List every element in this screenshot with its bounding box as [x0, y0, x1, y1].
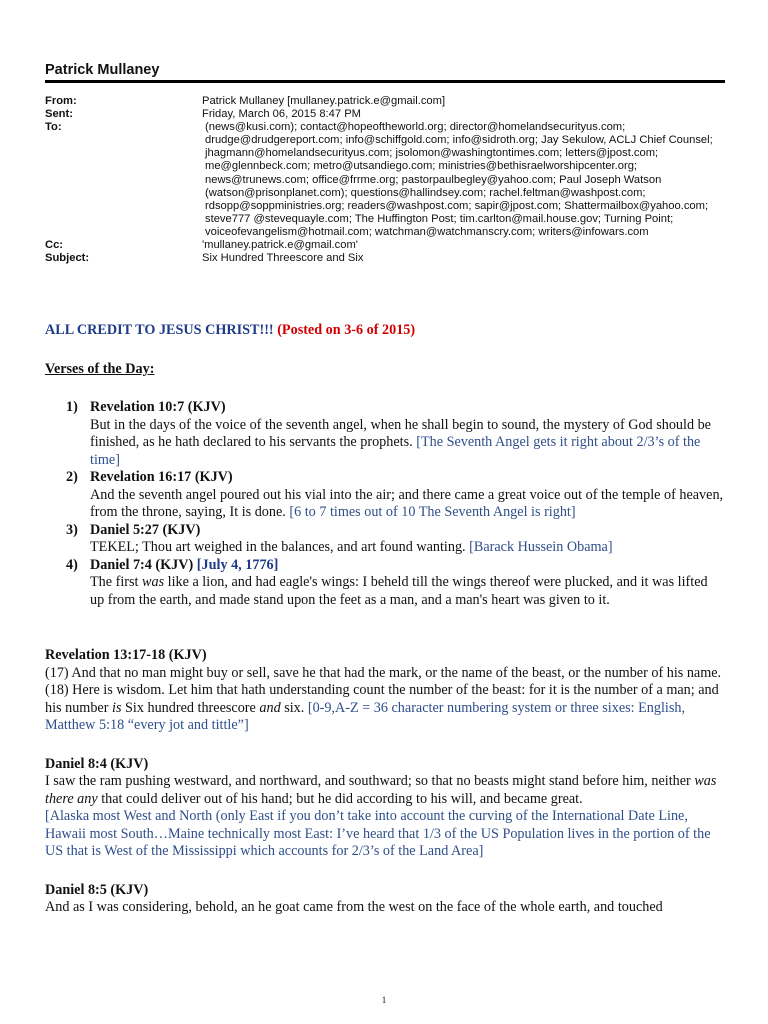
verses-heading-colon: :	[149, 360, 155, 377]
credit-line	[45, 322, 725, 340]
verse-number: 1)	[66, 399, 78, 415]
subject-label: Subject:	[45, 252, 90, 265]
from-label: From:	[45, 95, 77, 107]
from-value: Patrick Mullaney [mullaney.patrick.e@gmail.com]	[202, 95, 446, 107]
paragraph	[45, 682, 725, 735]
header-divider	[45, 80, 725, 83]
to-row	[45, 121, 735, 239]
verse-number: 4)	[66, 556, 78, 573]
verse-number: 3)	[66, 521, 78, 538]
verse-item	[45, 399, 725, 469]
verse-reference: Daniel 7:4 (KJV)	[90, 556, 197, 573]
verse-item	[45, 557, 725, 610]
sender-name: Patrick Mullaney	[45, 62, 160, 78]
text-run: Six hundred threescore	[121, 699, 260, 716]
credit-main: ALL CREDIT TO JESUS CHRIST!!!	[45, 322, 278, 338]
verse-item	[45, 522, 725, 557]
verse-note: [Barack Hussein Obama]	[469, 539, 613, 555]
to-label: To:	[45, 121, 62, 134]
verse-reference: Daniel 5:27 (KJV)	[90, 521, 201, 538]
text-run-italic: is	[112, 699, 122, 716]
to-value: (news@kusi.com); contact@hopeoftheworld.org; director@homelandsecurityus.com; drudge@drudgereport.com; info@schiffgold.com; info@sidroth.org; Jay Sekulow, ACLJ Chief Counsel; jhagmann@homelandsecurityus.com; jsolomon@washingtontimes.com; letters@jpost.com; me@glennbeck.com; metro@utsandiego.com; ministries@bethisraelworshipcenter.org; news@trunews.com; office@frrme.org; pastorpaulbegley@yahoo.com; Paul Joseph Watson (watson@prisonplanet.com); questions@hallindsey.com; rachel.feltman@washpost.com; rdsopp@soppministries.org; readers@washpost.com; sapir@jpost.com; Shattermailbox@yahoo.com; steve777 @stevequayle.com; The Huffington Post; tim.carlton@mail.house.gov; Turning Point; voiceofevangelism@hotmail.com; watchman@watchmanscry.com; writers@infowars.com	[205, 121, 713, 238]
verse-note: [The Seventh Angel gets it right about 2/3’s of the time]	[90, 434, 701, 468]
email-header	[45, 95, 735, 265]
section-title: Daniel 8:5 (KJV)	[45, 881, 149, 898]
text-run-italic: was there any	[45, 773, 717, 807]
sent-label: Sent:	[45, 108, 73, 121]
verses-heading-text: Verses of the Day	[45, 360, 150, 377]
sent-row	[45, 108, 735, 121]
paragraph-note: [0-9,A-Z = 36 character numbering system or three sixes: English, Matthew 5:18 “every jot and tittle”]	[45, 699, 686, 733]
text-run: six.	[280, 699, 308, 716]
verse-reference: Revelation 16:17 (KJV)	[90, 469, 233, 485]
verse-reference: Revelation 10:7 (KJV)	[90, 399, 226, 415]
paragraph: And as I was considering, behold, an he goat came from the west on the face of the whole earth, and touched	[45, 899, 663, 915]
sent-value: Friday, March 06, 2015 8:47 PM	[202, 108, 361, 121]
verse-text: The first was like a lion, and had eagle's wings: I beheld till the wings thereof were plucked, and it was lifted up from the earth, and made stand upon the feet as a man, and a man's heart was given to it.	[90, 574, 708, 608]
verse-note: [6 to 7 times out of 10 The Seventh Angel is right]	[289, 504, 576, 520]
section-daniel-8-5	[45, 882, 725, 917]
from-row	[45, 95, 735, 108]
text-run-italic: and	[259, 699, 281, 716]
section-revelation-13	[45, 647, 725, 735]
subject-row	[45, 252, 735, 265]
verse-reference-note: [July 4, 1776]	[196, 556, 279, 573]
section-daniel-8-4	[45, 756, 725, 861]
verse-text: But in the days of the voice of the seventh angel, when he shall begin to sound, the mystery of God should be finished, as he hath declared to his servants the prophets.	[90, 416, 711, 450]
cc-value: 'mullaney.patrick.e@gmail.com'	[202, 239, 358, 252]
text-run: (18) Here is wisdom. Let him that hath understanding count the number of the beast: for it is the number of a man; and his number	[45, 682, 719, 716]
verses-list	[45, 399, 725, 609]
cc-label: Cc:	[45, 239, 64, 252]
section-title: Revelation 13:17-18 (KJV)	[45, 647, 207, 663]
verses-heading	[45, 361, 725, 379]
text-run: that could deliver out of his hand; but he did according to his will, and became great.	[97, 790, 583, 807]
paragraph	[45, 773, 725, 808]
page-number: 1	[381, 995, 387, 1005]
posted-date: (Posted on 3-6 of 2015)	[277, 322, 416, 338]
text-run: I saw the ram pushing westward, and northward, and southward; so that no beasts might stand before him, neither	[45, 773, 695, 789]
verse-text: TEKEL; Thou art weighed in the balances, and art found wanting.	[90, 539, 470, 555]
paragraph: (17) And that no man might buy or sell, save he that had the mark, or the name of the beast, or the number of his name.	[45, 664, 722, 681]
verse-text: And the seventh angel poured out his vial into the air; and there came a great voice out of the temple of heaven, from the throne, saying, It is done.	[90, 486, 724, 520]
email-body	[45, 322, 725, 917]
paragraph-note: [Alaska most West and North (only East if you don’t take into account the curving of the International Date Line, Hawaii most South…Maine technically most East: I’ve heard that 1/3 of the US Population lives in the portion of the US that is West of the Mississippi which accounts for 2/3’s of the Land Area]	[45, 808, 711, 859]
cc-row	[45, 239, 735, 252]
verse-number: 2)	[66, 469, 78, 485]
verse-item	[45, 469, 725, 522]
subject-value: Six Hundred Threescore and Six	[202, 252, 364, 265]
section-title: Daniel 8:4 (KJV)	[45, 755, 149, 772]
